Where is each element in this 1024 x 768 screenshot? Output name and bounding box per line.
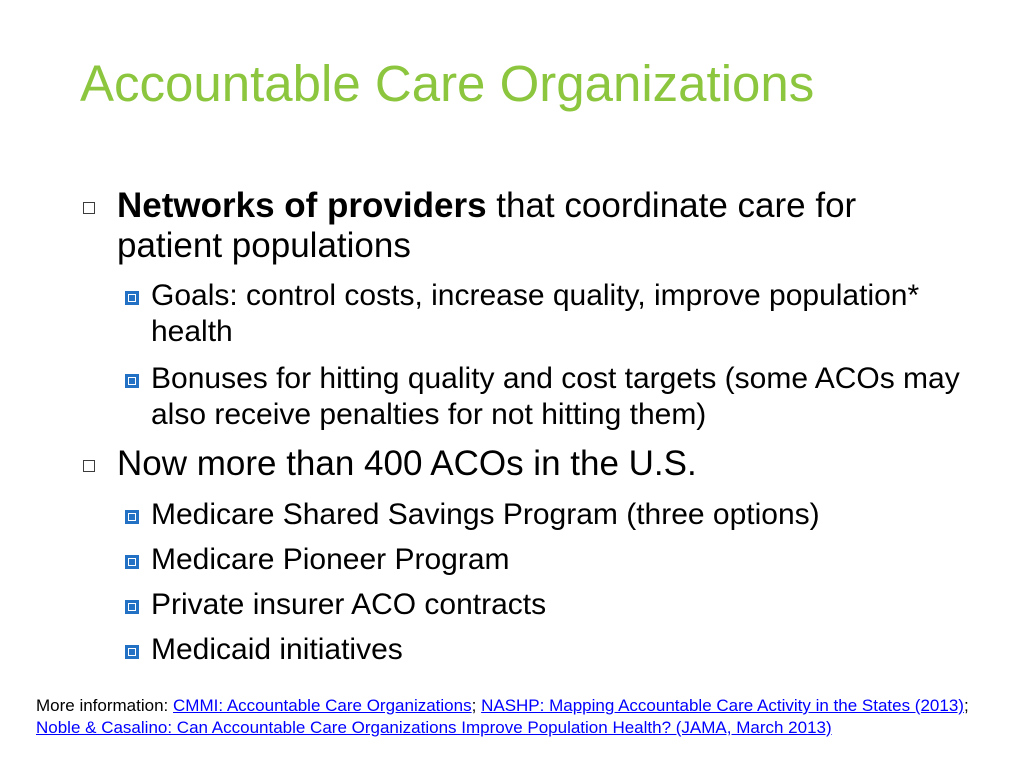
sub-bullet-item — [151, 587, 991, 623]
bullet-text — [117, 186, 917, 266]
boxed-square-bullet-icon — [125, 555, 139, 569]
sub-bullet-text: Medicare Shared Savings Program (three options) — [151, 498, 820, 531]
boxed-square-bullet-icon — [125, 510, 139, 524]
boxed-square-bullet-icon — [125, 645, 139, 659]
sub-bullet-text: Medicare Pioneer Program — [151, 543, 510, 576]
sub-bullet-text: Bonuses for hitting quality and cost targets (some ACOs may also receive penalties for not hitting them) — [151, 362, 960, 431]
sub-bullet-item — [151, 361, 991, 433]
sub-bullet-text: Goals: control costs, increase quality, improve population* health — [151, 279, 920, 348]
link-separator: ; — [963, 696, 969, 715]
footer-references — [36, 695, 969, 739]
boxed-square-bullet-icon — [125, 600, 139, 614]
slide-title: Accountable Care Organizations — [80, 55, 815, 112]
sub-bullet-item — [151, 632, 991, 668]
sub-bullet-item — [151, 278, 991, 350]
sub-bullet-item — [151, 497, 991, 533]
boxed-square-bullet-icon — [125, 374, 139, 388]
reference-link-jama[interactable]: Noble & Casalino: Can Accountable Care Organizations Improve Population Health? (JAMA, March 2013) — [36, 718, 832, 737]
bullet-text: Now more than 400 ACOs in the U.S. — [117, 444, 697, 483]
sub-bullet-item — [151, 542, 991, 578]
bullet-item — [117, 444, 917, 484]
bullet-item — [117, 186, 917, 266]
link-separator: ; — [471, 696, 477, 715]
reference-link-nashp[interactable]: NASHP: Mapping Accountable Care Activity in the States (2013) — [481, 696, 964, 715]
footer-label: More information: — [36, 696, 169, 715]
sub-bullet-text: Private insurer ACO contracts — [151, 588, 547, 621]
hollow-square-bullet-icon — [83, 460, 95, 472]
boxed-square-bullet-icon — [125, 291, 139, 305]
sub-bullet-text: Medicaid initiatives — [151, 633, 403, 666]
bullet-rest-text: that coordinate care for patient populations — [117, 186, 857, 265]
bullet-bold-text: Networks of providers — [117, 186, 487, 225]
hollow-square-bullet-icon — [83, 202, 95, 214]
reference-link-cmmi[interactable]: CMMI: Accountable Care Organizations — [173, 696, 472, 715]
